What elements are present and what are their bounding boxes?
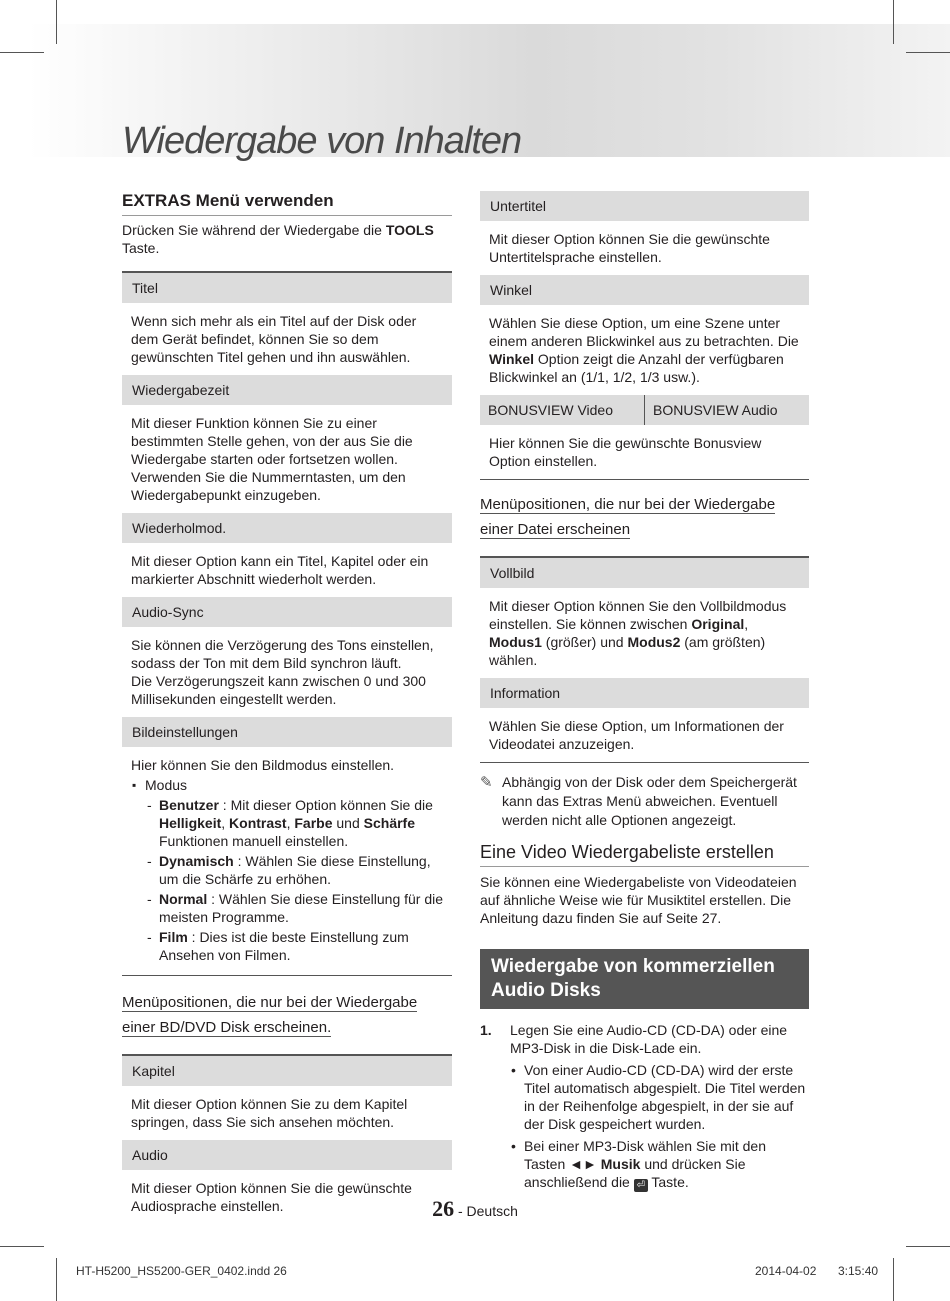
- modus-list: [131, 776, 444, 964]
- modus1-label: Modus1: [489, 634, 542, 650]
- slug-time: 3:15:40: [838, 1264, 879, 1278]
- option-text-information: Wählen Sie diese Option, um Informationen der Videodatei anzuzeigen.: [480, 708, 809, 763]
- option-text-audio-sync: [122, 627, 452, 717]
- separator: ,: [286, 815, 295, 831]
- crop-mark: [0, 1246, 44, 1247]
- separator: ,: [221, 815, 230, 831]
- intro-text-end: Taste.: [122, 240, 160, 256]
- option-heading-titel: Titel: [122, 271, 452, 303]
- vollbild-text-end: (am größten) wählen.: [489, 634, 766, 668]
- crop-mark: [906, 52, 950, 53]
- separator: und: [332, 815, 364, 831]
- normal-text: : Wählen Sie diese Einstellung für die meisten Programme.: [159, 891, 444, 925]
- intro-text: Drücken Sie während der Wiedergabe die: [122, 222, 386, 238]
- kontrast-label: Kontrast: [229, 815, 287, 831]
- footer-language: - Deutsch: [457, 1203, 518, 1219]
- original-label: Original: [691, 616, 745, 632]
- note-text: Abhängig von der Disk oder dem Speichergerät kann das Extras Menü abweichen. Eventuell werden nicht alle Optionen angezeigt.: [502, 774, 797, 828]
- mp3-text-end: Taste.: [647, 1174, 689, 1190]
- mp3-text-mid: und drücken Sie anschließend die: [524, 1156, 746, 1190]
- left-right-arrows-icon: ◄►: [569, 1156, 597, 1172]
- audio-disks-banner: [480, 949, 809, 1009]
- option-heading-audio: Audio: [122, 1140, 452, 1170]
- section-title-extras: EXTRAS Menü verwenden: [122, 188, 452, 216]
- page-title: Wiedergabe von Inhalten: [122, 120, 522, 162]
- page-number: 26: [432, 1196, 455, 1221]
- tools-key-label: TOOLS: [385, 222, 434, 238]
- option-text-winkel: [480, 305, 809, 395]
- normal-label: Normal: [159, 891, 208, 907]
- crop-mark: [893, 1258, 894, 1301]
- note-pencil-icon: ✎: [480, 774, 493, 791]
- step-text: Legen Sie eine Audio-CD (CD-DA) oder eine MP3-Disk in die Disk-Lade ein.: [510, 1022, 788, 1056]
- crop-mark: [893, 0, 894, 44]
- banner-line-2: Audio Disks: [491, 980, 601, 1001]
- enter-key-icon: ⏎: [634, 1179, 648, 1192]
- helligkeit-label: Helligkeit: [159, 815, 222, 831]
- option-text-untertitel: Mit dieser Option können Sie die gewünschte Untertitelsprache einstellen.: [489, 231, 770, 265]
- playlist-text: Sie können eine Wiedergabeliste von Videodateien auf ähnliche Weise wie für Musiktitel erstellen. Die Anleitung dazu finden Sie auf Seite 27.: [480, 874, 797, 926]
- bonusview-heading-row: [480, 395, 809, 425]
- option-heading-information: Information: [480, 678, 809, 708]
- page-footer: [0, 1196, 950, 1222]
- option-text-bildeinstellungen: [122, 747, 452, 976]
- modus-options: [145, 796, 444, 964]
- winkel-text-end: Option zeigt die Anzahl der verfügbaren Blickwinkel an (1/1, 1/2, 1/3 usw.).: [489, 351, 784, 385]
- farbe-label: Farbe: [294, 815, 333, 831]
- option-heading-bonusview-video: BONUSVIEW Video: [488, 402, 614, 418]
- bullet-mp3: [524, 1137, 809, 1192]
- modus2-label: Modus2: [627, 634, 681, 650]
- option-heading-audio-sync: Audio-Sync: [122, 597, 452, 627]
- dynamisch-text: : Wählen Sie diese Einstellung, um die Schärfe zu erhöhen.: [159, 853, 431, 887]
- option-text-wiedergabezeit: Mit dieser Funktion können Sie zu einer bestimmten Stelle gehen, von der aus Sie die Wiedergabe starten oder fortsetzen wollen. Verwenden Sie die Nummerntasten, um den Wiedergabepunkt einzugeben.: [131, 415, 413, 503]
- crop-mark: [906, 1246, 950, 1247]
- file-heading-line-1: Menüpositionen, die nur bei der Wiedergabe: [480, 496, 776, 513]
- step-bullets: [510, 1061, 809, 1192]
- crop-mark: [56, 0, 57, 44]
- file-heading-line-2: einer Datei erscheinen: [480, 521, 631, 538]
- bd-heading-line-1: Menüpositionen, die nur bei der Wiedergabe: [122, 994, 418, 1011]
- option-text-wiederholmod: Mit dieser Option kann ein Titel, Kapitel oder ein markierter Abschnitt wiederholt werden.: [131, 553, 429, 587]
- schaerfe-label: Schärfe: [363, 815, 415, 831]
- right-column: [480, 191, 809, 1196]
- option-heading-kapitel: Kapitel: [122, 1054, 452, 1086]
- slug-date: 2014-04-02: [755, 1264, 817, 1278]
- benutzer-text: : Mit dieser Option können Sie die: [218, 797, 433, 813]
- bd-heading-line-2: einer BD/DVD Disk erscheinen.: [122, 1019, 332, 1036]
- left-column: [122, 188, 455, 1224]
- option-text-vollbild: [480, 588, 809, 678]
- modus-film: [159, 928, 444, 964]
- film-text: : Dies ist die beste Einstellung zum Ansehen von Filmen.: [159, 929, 409, 963]
- note: [480, 773, 809, 830]
- bd-dvd-subheading: [122, 990, 452, 1040]
- slug-file: HT-H5200_HS5200-GER_0402.indd 26: [76, 1264, 287, 1278]
- extras-intro: [122, 221, 452, 257]
- dynamisch-label: Dynamisch: [159, 853, 234, 869]
- option-heading-bildeinstellungen: Bildeinstellungen: [122, 717, 452, 747]
- modus-label: Modus: [145, 777, 188, 793]
- separator: ,: [744, 616, 749, 632]
- modus-item: [145, 776, 444, 964]
- option-heading-wiederholmod: Wiederholmod.: [122, 513, 452, 543]
- option-heading-winkel: Winkel: [480, 275, 809, 305]
- audio-sync-text-2: Die Verzögerungszeit kann zwischen 0 und 300 Millisekunden eingestellt werden.: [131, 673, 426, 707]
- playlist-title: Eine Video Wiedergabeliste erstellen: [480, 842, 809, 867]
- vollbild-text: Mit dieser Option können Sie den Vollbildmodus einstellen. Sie können zwischen: [489, 598, 787, 632]
- crop-mark: [0, 52, 44, 53]
- option-heading-vollbild: Vollbild: [480, 556, 809, 588]
- crop-mark: [56, 1258, 57, 1301]
- winkel-text: Wählen Sie diese Option, um eine Szene unter einem anderen Blickwinkel aus zu betrachten. Die: [489, 315, 799, 349]
- musik-label: Musik: [596, 1156, 641, 1172]
- bullet-audio-cd: • Von einer Audio-CD (CD-DA) wird der erste Titel automatisch abgespielt. Die Titel werden in der Reihenfolge abgespielt, in der sie auf der Disk gespeichert wurden.: [524, 1061, 809, 1133]
- option-text-bonusview: Hier können Sie die gewünschte Bonusview Option einstellen.: [480, 425, 809, 480]
- option-heading-bonusview-audio: BONUSVIEW Audio: [644, 395, 809, 425]
- modus-normal: [159, 890, 444, 926]
- option-text-kapitel: Mit dieser Option können Sie zu dem Kapitel springen, dass Sie sich ansehen möchten.: [131, 1096, 408, 1130]
- benutzer-text-end: Funktionen manuell einstellen.: [159, 833, 349, 849]
- audio-sync-text-1: Sie können die Verzögerung des Tons einstellen, sodass der Ton mit dem Bild synchron läuft.: [131, 637, 434, 671]
- vollbild-text-mid: (größer) und: [541, 634, 628, 650]
- step-1: [480, 1021, 809, 1192]
- banner-line-1: Wiedergabe von kommerziellen: [491, 956, 775, 977]
- film-label: Film: [159, 929, 188, 945]
- file-subheading: [480, 492, 809, 542]
- benutzer-label: Benutzer: [159, 797, 219, 813]
- option-heading-untertitel: Untertitel: [480, 191, 809, 221]
- option-text-titel: Wenn sich mehr als ein Titel auf der Disk oder dem Gerät befindet, können Sie so dem gewünschten Titel gehen und ihn auswählen.: [131, 313, 417, 365]
- steps-list: [480, 1021, 809, 1192]
- step-number: 1.: [480, 1022, 492, 1038]
- winkel-label: Winkel: [489, 351, 534, 367]
- mp3-text: Bei einer MP3-Disk wählen Sie mit den Tasten: [524, 1138, 766, 1172]
- option-heading-wiedergabezeit: Wiedergabezeit: [122, 375, 452, 405]
- modus-dynamisch: [159, 852, 444, 888]
- option-text-audio: Mit dieser Option können Sie die gewünschte Audiosprache einstellen.: [131, 1180, 412, 1214]
- modus-benutzer: [159, 796, 444, 850]
- bild-intro: Hier können Sie den Bildmodus einstellen.: [131, 757, 395, 773]
